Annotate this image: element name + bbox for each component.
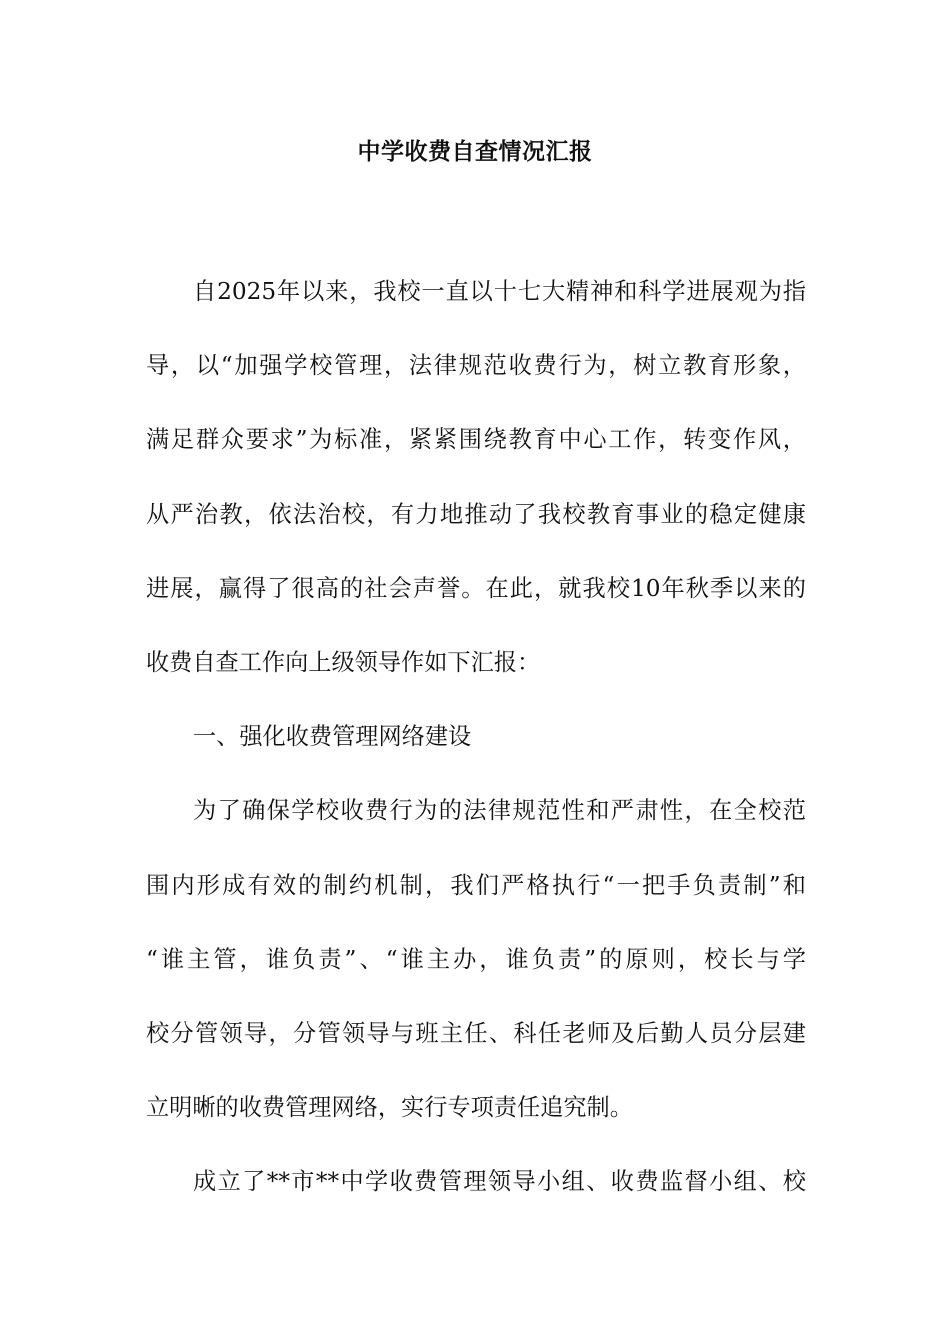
document-title: 中学收费自查情况汇报 bbox=[357, 139, 593, 165]
section-heading: 一、强化收费管理网络建设 bbox=[193, 723, 472, 751]
body-line: 校分管领导，分管领导与班主任、科任老师及后勤人员分层建 bbox=[146, 1019, 806, 1047]
body-line: 为了确保学校收费行为的法律规范性和严肃性，在全校范 bbox=[193, 797, 806, 825]
body-line: 围内形成有效的制约机制，我们严格执行“一把手负责制”和 bbox=[146, 871, 806, 899]
body-line: 导，以“加强学校管理，法律规范收费行为，树立教育形象， bbox=[146, 352, 806, 380]
body-line: 成立了**市**中学收费管理领导小组、收费监督小组、校 bbox=[193, 1168, 806, 1196]
body-line: 从严治教，依法治校，有力地推动了我校教育事业的稳定健康 bbox=[146, 500, 806, 528]
body-line: “谁主管，谁负责”、“谁主办，谁负责”的原则，校长与学 bbox=[146, 945, 806, 973]
body-line: 收费自查工作向上级领导作如下汇报： bbox=[146, 648, 541, 676]
body-line: 满足群众要求”为标准，紧紧围绕教育中心工作，转变作风， bbox=[146, 426, 806, 454]
body-line: 进展，赢得了很高的社会声誉。在此，就我校10年秋季以来的 bbox=[146, 574, 806, 602]
body-line: 立明晰的收费管理网络，实行专项责任追究制。 bbox=[146, 1094, 633, 1122]
body-line: 自2025年以来，我校一直以十七大精神和科学进展观为指 bbox=[193, 278, 806, 305]
document-body bbox=[146, 255, 806, 1219]
